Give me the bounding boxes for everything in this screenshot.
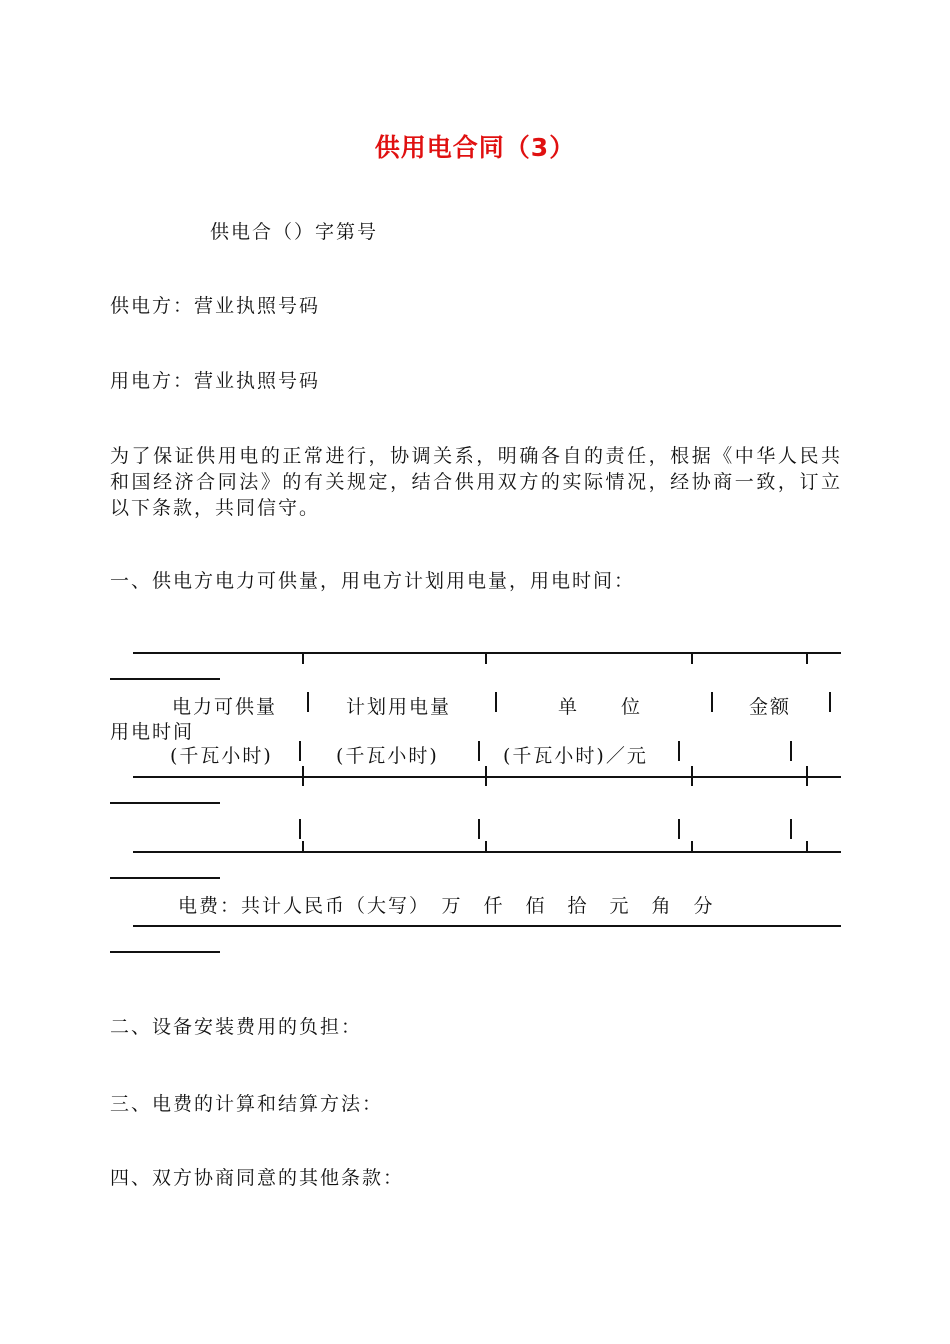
table-separator bbox=[478, 741, 480, 761]
table-separator bbox=[299, 741, 301, 761]
table-tick bbox=[302, 652, 304, 664]
table-tick bbox=[691, 652, 693, 664]
table-rule bbox=[133, 776, 841, 778]
table-tick bbox=[302, 766, 304, 786]
table-separator bbox=[495, 692, 497, 712]
supplier-line: 供电方：营业执照号码 bbox=[110, 295, 321, 317]
table-rule bbox=[133, 851, 841, 853]
consumer-line: 用电方：营业执照号码 bbox=[110, 370, 321, 392]
table-rule bbox=[133, 925, 841, 927]
table-tick bbox=[302, 841, 304, 853]
table-separator bbox=[790, 741, 792, 761]
fee-total-line: 电费：共计人民币（大写） 万 仟 佰 拾 元 角 分 bbox=[178, 895, 715, 917]
section-4-heading: 四、双方协商同意的其他条款： bbox=[110, 1167, 405, 1189]
table-rule bbox=[110, 678, 220, 680]
document-title: 供用电合同（3） bbox=[374, 133, 576, 162]
table-separator bbox=[790, 819, 792, 839]
col-header-supply: 电力可供量 bbox=[172, 696, 278, 718]
table-tick bbox=[806, 652, 808, 664]
table-rule bbox=[110, 951, 220, 953]
table-separator bbox=[829, 692, 831, 712]
table-tick bbox=[485, 841, 487, 853]
table-tick bbox=[806, 841, 808, 853]
table-separator bbox=[678, 741, 680, 761]
table-separator bbox=[299, 819, 301, 839]
col-header-time: 用电时间 bbox=[110, 721, 195, 743]
col-header-unit: 单 位 bbox=[558, 696, 643, 718]
table-separator bbox=[711, 692, 713, 712]
unit-supply: (千瓦小时) bbox=[170, 745, 273, 767]
table-tick bbox=[806, 766, 808, 786]
unit-price: (千瓦小时)／元 bbox=[503, 745, 648, 767]
unit-planned: (千瓦小时) bbox=[336, 745, 439, 767]
section-2-heading: 二、设备安装费用的负担： bbox=[110, 1016, 363, 1038]
table-tick bbox=[691, 841, 693, 853]
table-separator bbox=[478, 819, 480, 839]
table-separator bbox=[307, 692, 309, 712]
table-tick bbox=[691, 766, 693, 786]
table-rule bbox=[110, 802, 220, 804]
table-rule bbox=[133, 652, 841, 654]
table-separator bbox=[678, 819, 680, 839]
table-tick bbox=[485, 652, 487, 664]
col-header-amount: 金额 bbox=[749, 696, 792, 718]
contract-number: 供电合（）字第号 bbox=[210, 221, 379, 243]
table-tick bbox=[485, 766, 487, 786]
col-header-planned: 计划用电量 bbox=[346, 696, 452, 718]
section-1-heading: 一、供电方电力可供量，用电方计划用电量，用电时间： bbox=[110, 570, 636, 592]
preamble-paragraph: 为了保证供用电的正常进行，协调关系，明确各自的责任，根据《中华人民共和国经济合同法》的有关规定，结合供用双方的实际情况，经协商一致，订立以下条款，共同信守。 bbox=[110, 445, 842, 519]
section-3-heading: 三、电费的计算和结算方法： bbox=[110, 1093, 384, 1115]
table-rule bbox=[110, 877, 220, 879]
